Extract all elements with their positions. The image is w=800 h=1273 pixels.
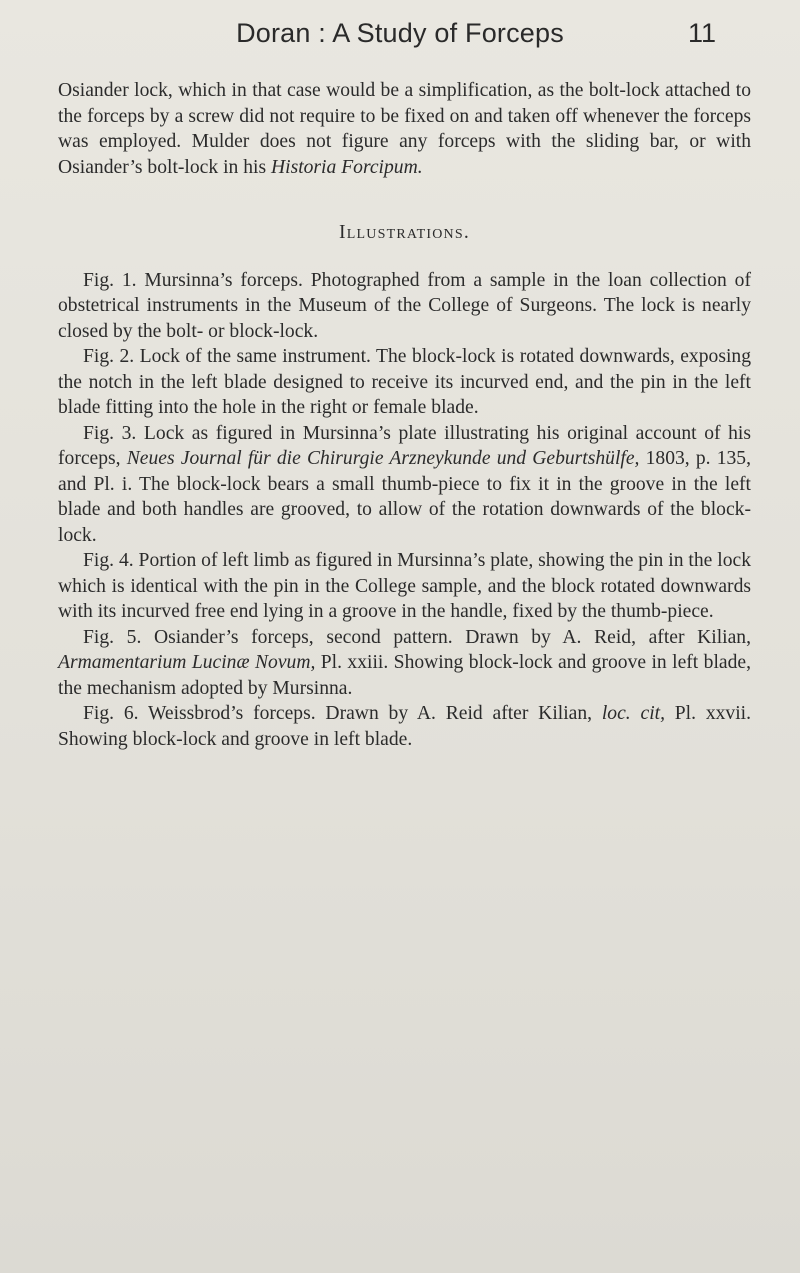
fig-5-book-title: Armamentarium Lucinæ Novum, xyxy=(58,652,316,673)
fig-5-caption-text: Fig. 5. Osiander’s forceps, second pattern. Drawn by A. Reid, after Kilian, xyxy=(83,626,751,648)
fig-2-caption: Fig. 2. Lock of the same instrument. The block-lock is rotated downwards, exposing the notch in the left blade designed to receive its incurved end, and the pin in the left blade fitting into the hole in the right or female blade. xyxy=(58,346,751,418)
fig-3-caption xyxy=(58,421,751,549)
fig-1-caption: Fig. 1. Mursinna’s forceps. Photographed from a sample in the loan collection of obstetrical instruments in the Museum of the College of Surgeons. The lock is nearly closed by the bolt- or block-lock. xyxy=(58,269,751,342)
fig-3-caption-text: Fig. 3. Lock as figured in Mursinna’s plate illustrating his original account of his forceps, xyxy=(58,422,751,469)
running-head xyxy=(0,18,800,58)
body-text xyxy=(58,78,751,752)
opening-paragraph-text: Osiander lock, which in that case would be a simplification, as the bolt-lock attached to the forceps by a screw did not require to be fixed on and taken off whenever the forceps was employed. Mulder does not figure any forceps with the sliding bar, or with Osiander’s bolt-lock in his xyxy=(58,80,751,178)
fig-3-journal-title: Neues Journal für die Chirurgie Arzneykunde und Geburtshülfe, xyxy=(126,448,640,469)
fig-3-caption-tail: 1803, p. 135, and Pl. i. The block-lock bears a small thumb-piece to fix it in the groove in the left blade and both handles are grooved, to allow of the rotation downwards of the block-lock. xyxy=(58,448,752,546)
running-title: Doran : A Study of Forceps xyxy=(236,18,564,48)
fig-6-caption-tail: Pl. xxvii. Showing block-lock and groove in left blade. xyxy=(58,703,751,750)
opening-paragraph-book-title: Historia Forcipum. xyxy=(270,156,423,178)
page-number: 11 xyxy=(687,18,716,48)
fig-5-caption-tail: Pl. xxiii. Showing block-lock and groove in left blade, the mechanism adopted by Mursinna. xyxy=(58,652,751,699)
fig-6-caption-text: Fig. 6. Weissbrod’s forceps. Drawn by A. Reid after Kilian, xyxy=(83,703,602,724)
opening-paragraph xyxy=(58,78,751,180)
fig-5-caption xyxy=(58,625,751,702)
fig-6-citation: loc. cit, xyxy=(601,703,665,724)
illustrations-heading: Illustrations. xyxy=(339,222,470,243)
fig-6-caption xyxy=(58,701,751,752)
fig-4-caption: Fig. 4. Portion of left limb as figured in Mursinna’s plate, showing the pin in the lock which is identical with the pin in the College sample, and the block rotated downwards with its incurved free end lying in a groove in the handle, fixed by the thumb-piece. xyxy=(58,550,751,622)
